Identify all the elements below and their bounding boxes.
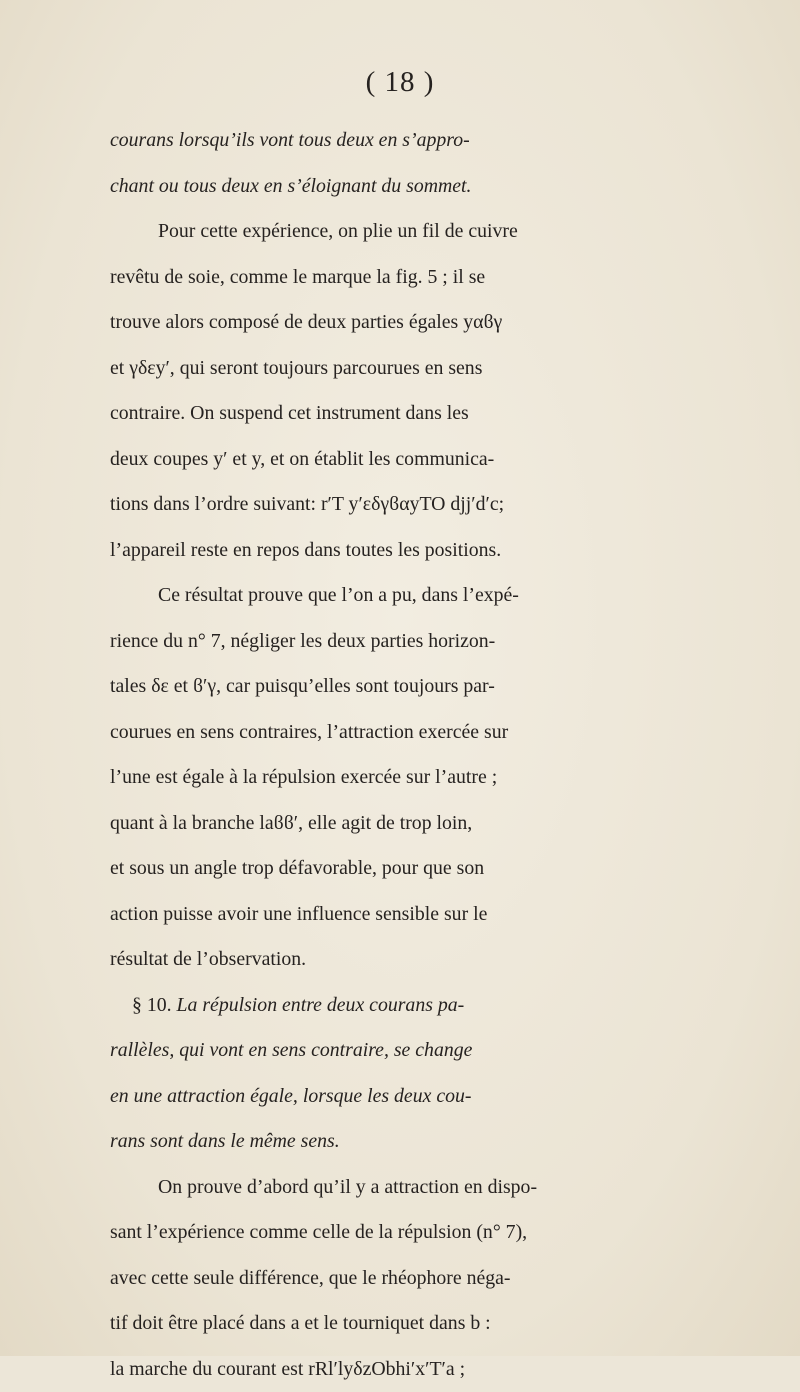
text-line: courans lorsqu’ils vont tous deux en s’appro- xyxy=(110,118,800,164)
body-text xyxy=(110,118,800,1392)
text-line: en une attraction égale, lorsque les deux cou- xyxy=(110,1074,800,1120)
text-line: On prouve d’abord qu’il y a attraction en dispo- xyxy=(110,1165,800,1211)
text-line: l’une est égale à la répulsion exercée sur l’autre ; xyxy=(110,755,800,801)
text-line: action puisse avoir une influence sensible sur le xyxy=(110,892,800,938)
text-line: et γδεy′, qui seront toujours parcourues en sens xyxy=(110,346,800,392)
text-line: chant ou tous deux en s’éloignant du sommet. xyxy=(110,164,800,210)
section-title: La répulsion entre deux courans pa- xyxy=(177,994,465,1016)
text-line: l’appareil reste en repos dans toutes les positions. xyxy=(110,528,800,574)
text-line: courues en sens contraires, l’attraction exercée sur xyxy=(110,710,800,756)
text-line: résultat de l’observation. xyxy=(110,937,800,983)
text-line xyxy=(110,983,800,1029)
text-line: tales δε et ϐ′γ, car puisqu’elles sont toujours par- xyxy=(110,664,800,710)
text-line: la marche du courant est rRl′lyδzObhi′x′T′a ; xyxy=(110,1347,800,1392)
section-number: § 10. xyxy=(132,994,177,1016)
page-number: ( 18 ) xyxy=(0,66,800,99)
text-line: tions dans l’ordre suivant: r′T y′εδγϐαyTO djj′d′c; xyxy=(110,482,800,528)
text-line: avec cette seule différence, que le rhéophore néga- xyxy=(110,1256,800,1302)
text-line: et sous un angle trop défavorable, pour que son xyxy=(110,846,800,892)
text-line: contraire. On suspend cet instrument dans les xyxy=(110,391,800,437)
text-line: rallèles, qui vont en sens contraire, se change xyxy=(110,1028,800,1074)
text-line: Ce résultat prouve que l’on a pu, dans l’expé- xyxy=(110,573,800,619)
text-line: Pour cette expérience, on plie un fil de cuivre xyxy=(110,209,800,255)
text-line: revêtu de soie, comme le marque la fig. 5 ; il se xyxy=(110,255,800,301)
text-line: trouve alors composé de deux parties égales yαϐγ xyxy=(110,300,800,346)
text-line: rans sont dans le même sens. xyxy=(110,1119,800,1165)
text-line: deux coupes y′ et y, et on établit les communica- xyxy=(110,437,800,483)
text-line: rience du n° 7, négliger les deux parties horizon- xyxy=(110,619,800,665)
text-line: sant l’expérience comme celle de la répulsion (n° 7), xyxy=(110,1210,800,1256)
text-line: quant à la branche laϐϐ′, elle agit de trop loin, xyxy=(110,801,800,847)
text-line: tif doit être placé dans a et le tourniquet dans b : xyxy=(110,1301,800,1347)
